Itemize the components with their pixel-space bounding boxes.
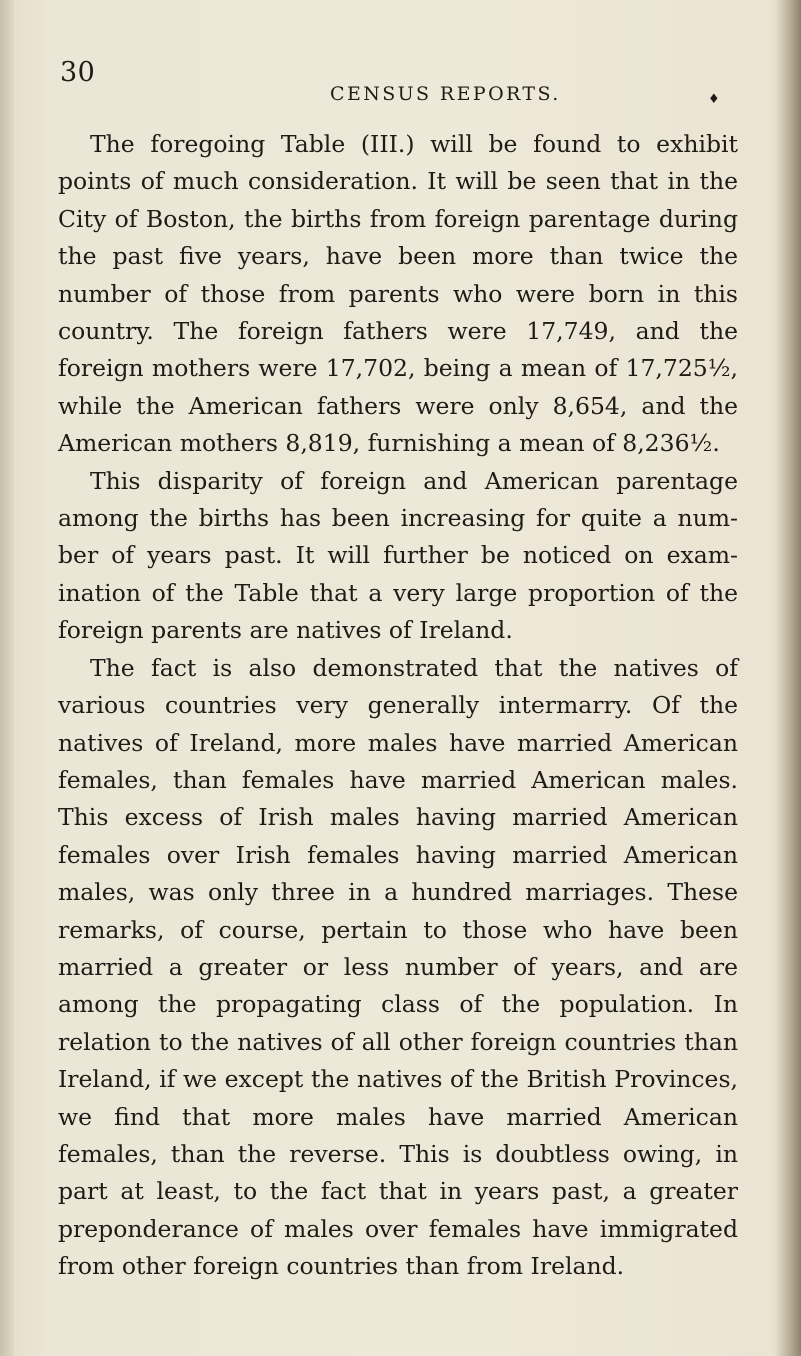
paragraph-1: The foregoing Table (III.) will be found to exhibit points of much consideration. It will be seen that in the City of Boston, the births from foreign parentage during the past five years, have been more than twice the number of those from parents who were born in this country. The foreign fathers were 17,749, and the foreign mothers were 17,702, being a mean of 17,725½, while the American fathers were only 8,654, and the American mothers 8,819, furnishing a mean of 8,236½. [58,130,738,458]
paragraph-2: This disparity of foreign and American parentage among the births has been increasing for quite a number of years past. It will further be noticed on examination of the Table that a very large proportion of the foreign parents are natives of Ireland. [58,466,738,645]
printer-mark: ♦ [708,92,720,107]
body-text [58,126,738,1286]
page-edge-shadow [775,0,801,1356]
page-gutter-shadow [0,0,14,1356]
paragraph-3: The fact is also demonstrated that the natives of various countries very generally intermarry. Of the natives of Ireland, more males have married American females, than females have married American males. This excess of Irish males having married American females over Irish females having married American males, was only three in a hundred marriages. These remarks, of course, pertain to those who have been married a greater or less number of years, and are among the propagating class of the population. In relation to the natives of all other foreign countries than Ireland, if we except the natives of the British Provinces, we find that more males have married American females, than the reverse. This is doubtless owing, in part at least, to the fact that in years past, a greater preponderance of males over females have immigrated from other foreign countries than from Ireland. [58,653,738,1281]
page-number: 30 [60,57,96,88]
running-head: CENSUS REPORTS. [330,83,561,105]
